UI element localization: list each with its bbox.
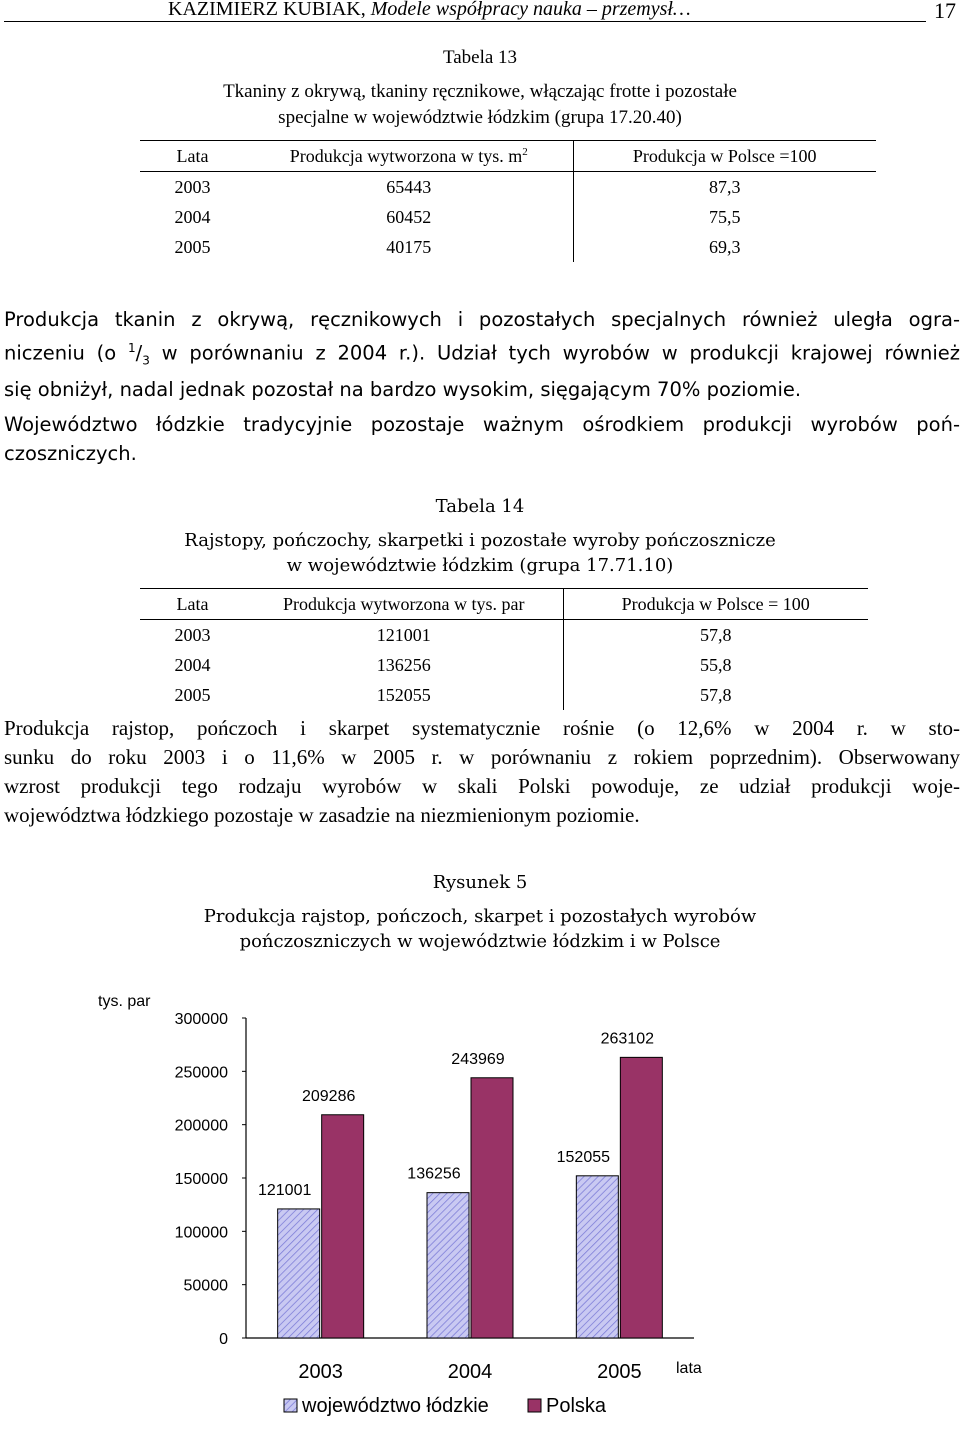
paragraph-line: wzrost produkcji tego rodzaju wyrobów w skali Polski powoduje, ze udział produkcji woje- <box>4 774 960 798</box>
y-tick-label: 50000 <box>183 1277 228 1295</box>
table-cell: 2005 <box>174 236 211 257</box>
table-row <box>140 232 876 262</box>
header-title: Modele współpracy nauka – przemysł… <box>370 0 691 20</box>
table-cell: 60452 <box>386 206 432 227</box>
paragraph-2 <box>4 714 960 830</box>
figure-label: Rysunek 5 <box>432 872 528 893</box>
table-row <box>140 202 876 232</box>
table14-header-row <box>140 589 868 620</box>
paragraph-line: się obniżył, nadal jednak pozostał na bardzo wysokim, sięgającym 70% poziomie. <box>4 378 802 402</box>
x-tick-label: 2005 <box>597 1361 642 1383</box>
table-cell: 87,3 <box>573 172 876 203</box>
data-label: 243969 <box>451 1050 505 1068</box>
bar <box>471 1078 513 1338</box>
table13-col-header: Produkcja w Polsce =100 <box>573 141 876 172</box>
table-cell: 2003 <box>174 176 211 197</box>
running-header <box>168 0 691 21</box>
paragraph-line: Województwo łódzkie tradycyjnie pozostaje ważnym ośrodkiem produkcji wyrobów poń- <box>4 413 960 437</box>
legend-swatch <box>528 1399 541 1412</box>
y-axis-label: tys. par <box>98 993 151 1010</box>
table13-col-header <box>245 141 573 172</box>
table13 <box>140 140 876 262</box>
table14-col-header: Lata <box>140 589 245 620</box>
legend-label: województwo łódzkie <box>302 1395 489 1417</box>
page-number: 17 <box>934 0 956 23</box>
paragraph-line: województwa łódzkiego pozostaje w zasadzie na niezmienionym poziomie. <box>4 803 640 827</box>
table14-title-line1: Rajstopy, pończochy, skarpetki i pozostałe wyroby pończosznicze <box>184 530 776 551</box>
header-author: KAZIMIERZ KUBIAK, <box>168 0 366 20</box>
table-row <box>140 650 868 680</box>
figure-title <box>0 904 960 954</box>
table-cell: 2004 <box>174 654 211 675</box>
legend-swatch <box>284 1399 297 1412</box>
y-tick-label: 150000 <box>174 1171 228 1188</box>
paragraph-line-part: niczeniu (o <box>4 341 129 365</box>
data-label: 209286 <box>301 1087 356 1105</box>
y-tick-label: 300000 <box>174 1011 228 1028</box>
figure-title-line1: Produkcja rajstop, pończoch, skarpet i pozostałych wyrobów <box>203 906 757 927</box>
table14-label: Tabela 14 <box>435 496 525 517</box>
fraction-slash: / <box>135 341 143 365</box>
x-axis-label: lata <box>676 1360 702 1377</box>
y-tick-label: 250000 <box>174 1064 228 1082</box>
x-tick-label: 2003 <box>298 1361 343 1383</box>
table-cell: 57,8 <box>563 620 868 651</box>
y-tick-label: 0 <box>219 1331 228 1348</box>
paragraph-line: sunku do roku 2003 i o 11,6% w 2005 r. w porównaniu z rokiem poprzednim). Obserwowany <box>4 745 960 769</box>
y-tick-label: 200000 <box>174 1117 228 1135</box>
table14-col-header: Produkcja wytworzona w tys. par <box>245 589 563 620</box>
paragraph-line <box>4 334 960 375</box>
header-rule <box>4 21 926 22</box>
table13-header-row <box>140 141 876 172</box>
unit-superscript: 2 <box>522 145 528 158</box>
paragraph-1 <box>4 305 960 468</box>
paragraph-line: czoszniczych. <box>4 442 137 466</box>
table13-col-header: Lata <box>140 141 245 172</box>
data-label: 136256 <box>407 1165 461 1183</box>
fraction-numerator: 1 <box>128 341 136 355</box>
bar <box>322 1115 364 1338</box>
legend-label: Polska <box>546 1395 607 1417</box>
table-cell: 55,8 <box>563 650 868 680</box>
table-cell: 2005 <box>174 684 211 705</box>
paragraph-line-part: w porównaniu z 2004 r.). Udział tych wyrobów w produkcji krajowej również <box>149 341 960 365</box>
paragraph-line: Produkcja rajstop, pończoch i skarpet systematycznie rośnie (o 12,6% w 2004 r. w sto- <box>4 716 960 740</box>
data-label: 263102 <box>600 1030 655 1048</box>
x-tick-label: 2004 <box>447 1361 493 1383</box>
paragraph-line: Produkcja tkanin z okrywą, ręcznikowych i pozostałych specjalnych również uległa ogra- <box>4 308 960 331</box>
table-cell: 57,8 <box>563 680 868 710</box>
table-cell: 2003 <box>174 624 211 645</box>
figure-title-line2: pończoszniczych w województwie łódzkim i w Polsce <box>239 931 721 952</box>
bar <box>576 1176 618 1338</box>
table14-title-line2: w województwie łódzkim (grupa 17.71.10) <box>286 555 674 576</box>
table14-col-header: Produkcja w Polsce = 100 <box>563 589 868 620</box>
table-cell: 40175 <box>386 236 432 257</box>
table-cell: 2004 <box>174 206 211 227</box>
table13-title-line2: specjalne w województwie łódzkim (grupa 17.20.40) <box>278 107 682 128</box>
table14 <box>140 588 868 710</box>
bar <box>427 1193 469 1338</box>
table-cell: 121001 <box>376 624 431 645</box>
table13-title-line1: Tkaniny z okrywą, tkaniny ręcznikowe, włączając frotte i pozostałe <box>223 81 737 102</box>
table-row <box>140 172 876 203</box>
table-row <box>140 680 868 710</box>
table14-title <box>0 528 960 578</box>
table13-title <box>0 79 960 131</box>
table13-label: Tabela 13 <box>442 47 518 68</box>
table13-col-header-text: Produkcja wytworzona w tys. m <box>289 145 523 166</box>
table-cell: 65443 <box>386 176 432 197</box>
fraction-denominator: 3 <box>142 353 150 368</box>
bar <box>620 1057 662 1338</box>
y-tick-label: 100000 <box>174 1224 228 1242</box>
table-cell: 75,5 <box>573 202 876 232</box>
data-label: 152055 <box>556 1148 611 1166</box>
table-row <box>140 620 868 651</box>
bar <box>278 1209 320 1338</box>
table-cell: 69,3 <box>573 232 876 262</box>
table-cell: 136256 <box>376 654 431 675</box>
table-cell: 152055 <box>376 684 431 705</box>
data-label: 121001 <box>257 1181 312 1199</box>
bar-chart <box>0 975 960 1430</box>
